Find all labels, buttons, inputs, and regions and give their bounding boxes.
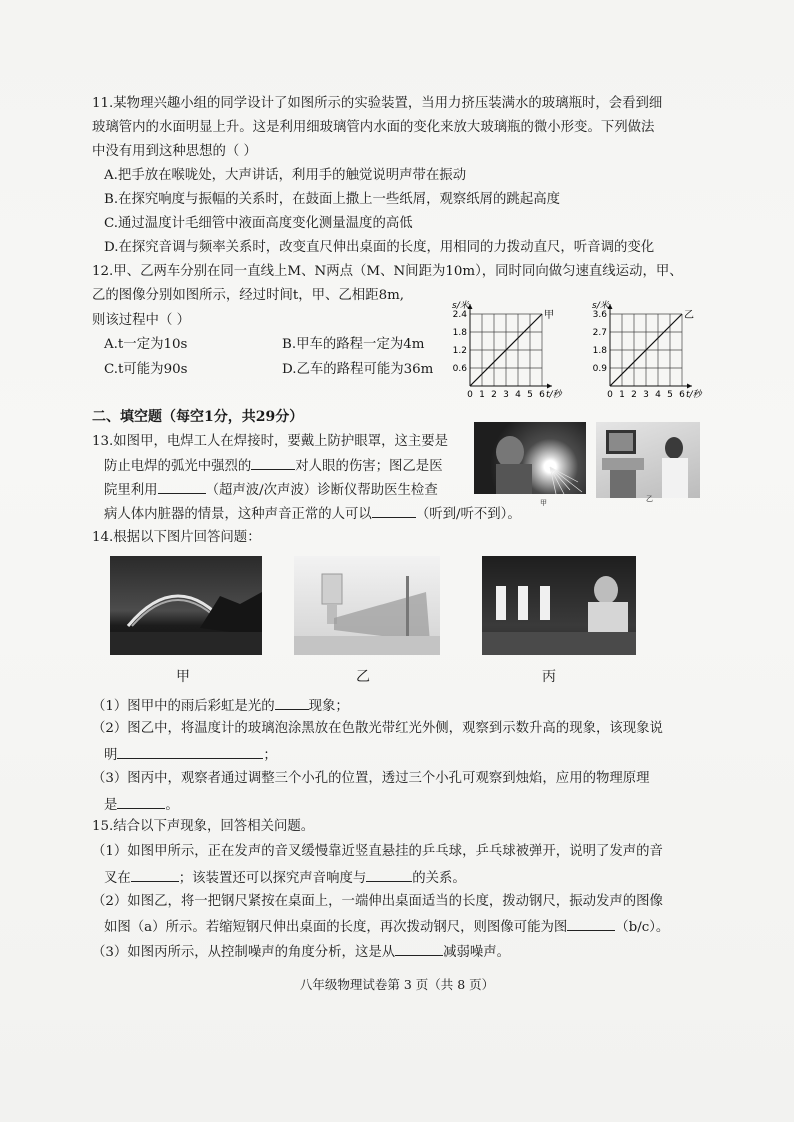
series-label: 乙 — [684, 310, 694, 321]
q11-option-d: D.在探究音调与频率关系时，改变直尺伸出桌面的长度，用相同的力拨动直尺，听音调的变化 — [104, 240, 655, 255]
q14-caption-jia: 甲 — [176, 669, 190, 685]
x-tick-label: 0 — [467, 390, 473, 400]
three-holes-candle-photo — [482, 556, 636, 655]
q15-part3: （3）如图丙所示，从控制噪声的角度分析，这是从 减弱噪声。 — [92, 942, 510, 962]
q14-part2: （2）图乙中，将温度计的玻璃泡涂黑放在色散光带红光外侧，观察到示数升高的现象，该现象说 — [92, 721, 663, 736]
q11-line1: 11.某物理兴趣小组的同学设计了如图所示的实验装置，当用力挤压装满水的玻璃瓶时，会看到细 — [92, 96, 663, 111]
y-tick-label: 0.9 — [592, 364, 607, 374]
chart-yi — [580, 296, 720, 402]
x-axis-arrow — [547, 384, 552, 389]
q14-part3-cont: 是 。 — [104, 795, 179, 815]
q14-part1: （1）图甲中的雨后彩虹是光的 现象； — [92, 696, 349, 716]
q15-line1: 15.结合以下声现象，回答相关问题。 — [92, 819, 315, 834]
q13-line1: 13.如图甲，电焊工人在焊接时，要戴上防护眼罩，这主要是 — [92, 434, 449, 449]
x-tick-label: 1 — [619, 390, 625, 400]
q13-line2: 防止电焊的弧光中强烈的 对人眼的伤害；图乙是医 — [104, 456, 443, 476]
blank — [372, 504, 416, 518]
q13-line3: 院里利用 （超声波/次声波）诊断仪帮助医生检查 — [104, 480, 438, 500]
blank — [117, 745, 263, 759]
blank — [117, 795, 165, 809]
q13-line4: 病人体内脏器的情景，这种声音正常的人可以 （听到/听不到）。 — [104, 504, 521, 524]
prism-spectrum-photo — [294, 556, 440, 655]
q15-part2: （2）如图乙，将一把钢尺紧按在桌面上，一端伸出桌面适当的长度，拨动钢尺，振动发声的图像 — [92, 894, 663, 909]
x-axis-label: t/秒 — [686, 390, 702, 400]
blank — [567, 917, 615, 931]
q11-option-a: A.把手放在喉咙处，大声讲话，利用手的触觉说明声带在振动 — [104, 168, 467, 183]
x-tick-label: 6 — [679, 390, 685, 400]
q14-line1: 14.根据以下图片回答问题： — [92, 530, 261, 545]
q13-caption-jia: 甲 — [540, 499, 547, 507]
blank — [366, 868, 412, 882]
q14-caption-yi: 乙 — [356, 669, 370, 685]
q12-line2: 乙的图像分别如图所示，经过时间t，甲、乙相距8m, — [92, 288, 405, 303]
y-axis-label: s/米 — [452, 301, 469, 311]
blank — [131, 868, 179, 882]
q15-part1: （1）如图甲所示，正在发声的音叉缓慢靠近竖直悬挂的乒乓球，乒乓球被弹开，说明了发声的音 — [92, 844, 663, 859]
x-tick-label: 0 — [607, 390, 613, 400]
x-tick-label: 2 — [631, 390, 637, 400]
q12-line1: 12.甲、乙两车分别在同一直线上M、N两点（M、N间距为10m），同时同向做匀速直线运动，甲、 — [92, 264, 683, 279]
q11-option-b: B.在探究响度与振幅的关系时，在鼓面上撒上一些纸屑，观察纸屑的跳起高度 — [104, 192, 560, 207]
q11-line2: 玻璃管内的水面明显上升。这是利用细玻璃管内水面的变化来放大玻璃瓶的微小形变。下列做法 — [92, 120, 655, 135]
blank — [275, 696, 309, 710]
page-footer: 八年级物理试卷第 3 页（共 8 页） — [299, 977, 495, 992]
section-fill-in-title: 二、填空题（每空1分，共29分） — [92, 409, 304, 425]
x-tick-label: 3 — [503, 390, 509, 400]
q12-line3: 则该过程中（ ） — [92, 313, 190, 328]
x-axis-label: t/秒 — [546, 390, 562, 400]
y-tick-label: 1.8 — [592, 346, 607, 356]
y-tick-label: 3.6 — [592, 310, 607, 320]
q12-option-c: C.t可能为90s — [104, 362, 188, 377]
x-tick-label: 5 — [527, 390, 533, 400]
blank — [158, 480, 206, 494]
q14-part2-cont: 明 ； — [104, 745, 277, 765]
y-tick-label: 2.7 — [592, 328, 607, 338]
x-tick-label: 6 — [539, 390, 545, 400]
x-tick-label: 3 — [643, 390, 649, 400]
x-tick-label: 4 — [515, 390, 521, 400]
y-tick-label: 1.8 — [452, 328, 467, 338]
x-tick-label: 2 — [491, 390, 497, 400]
rainbow-photo — [110, 556, 262, 655]
q14-part3: （3）图丙中，观察者通过调整三个小孔的位置，透过三个小孔可观察到烛焰，应用的物理原理 — [92, 771, 650, 786]
x-tick-label: 1 — [479, 390, 485, 400]
y-axis-label: s/米 — [592, 301, 609, 311]
q13-caption-yi: 乙 — [646, 495, 653, 503]
x-tick-label: 4 — [655, 390, 661, 400]
q15-part2-cont: 如图（a）所示。若缩短钢尺伸出桌面的长度，再次拨动钢尺，则图像可能为图 （b/c）。 — [104, 917, 669, 937]
y-tick-label: 0.6 — [452, 364, 467, 374]
blank — [395, 942, 443, 956]
q11-option-c: C.通过温度计毛细管中液面高度变化测量温度的高低 — [104, 216, 413, 231]
welding-photo — [474, 422, 586, 494]
series-label: 甲 — [544, 310, 554, 321]
q12-option-d: D.乙车的路程可能为36m — [282, 362, 434, 377]
ultrasound-photo — [596, 422, 700, 498]
q11-line3: 中没有用到这种思想的（ ） — [92, 144, 257, 159]
y-tick-label: 2.4 — [452, 310, 467, 320]
blank — [251, 456, 295, 470]
q15-part1-cont: 叉在 ；该装置还可以探究声音响度与 的关系。 — [104, 868, 466, 888]
q12-option-b: B.甲车的路程一定为4m — [282, 337, 425, 352]
q12-option-a: A.t一定为10s — [104, 337, 188, 352]
y-tick-label: 1.2 — [452, 346, 467, 356]
x-tick-label: 5 — [667, 390, 673, 400]
chart-jia — [440, 296, 580, 402]
q14-caption-bing: 丙 — [542, 669, 556, 685]
x-axis-arrow — [687, 384, 692, 389]
